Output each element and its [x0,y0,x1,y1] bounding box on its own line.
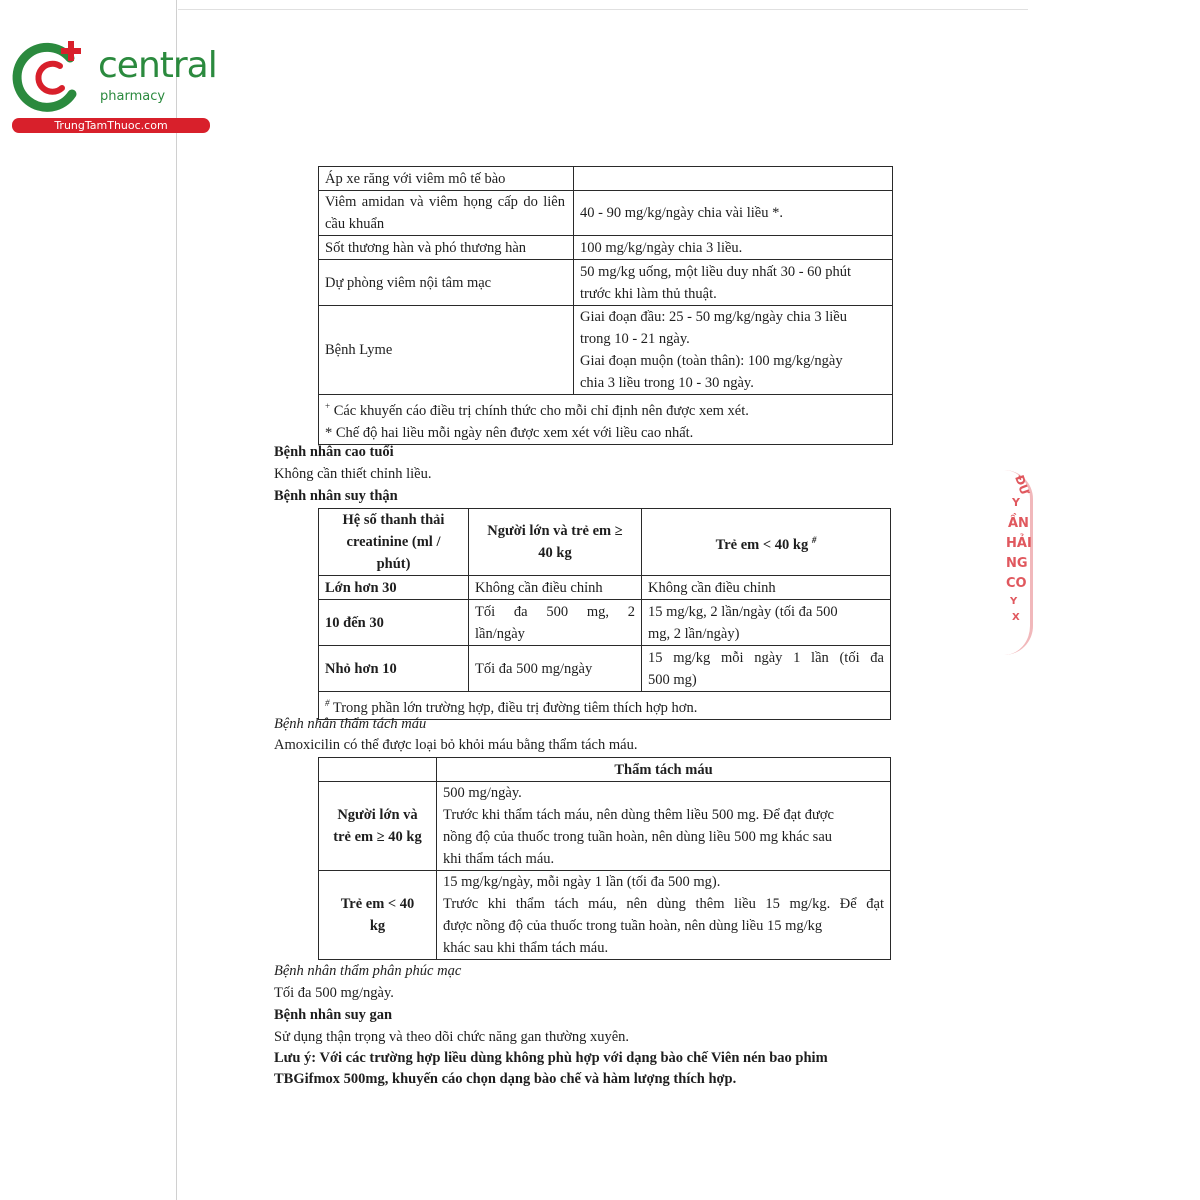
central-pharmacy-logo [10,36,215,136]
dose-cell: 500 mg/ngày. Trước khi thẩm tách máu, nên dùng thêm liều 500 mg. Để đạt được nồng độ của thuốc trong tuần hoàn, nên dùng liều 500 mg khác sau khi thẩm tách máu. [437,782,891,871]
hepatic-heading: Bệnh nhân suy gan [274,1007,393,1023]
dose-cell [574,167,893,191]
table-row [319,646,891,692]
formulation-note-line2: TBGifmox 500mg, khuyến cáo chọn dạng bào chế và hàm lượng thích hợp. [274,1071,737,1087]
table-header-row [319,758,891,782]
stamp-text: HẢI [1006,536,1032,551]
condition-cell: Áp xe răng với viêm mô tế bào [319,167,574,191]
dose-cell: Giai đoạn đầu: 25 - 50 mg/kg/ngày chia 3 liều trong 10 - 21 ngày. Giai đoạn muộn (toàn thân): 100 mg/kg/ngày chia 3 liều trong 10 - 30 ngày. [574,306,893,395]
table-note: + Các khuyến cáo điều trị chính thức cho mỗi chỉ định nên được xem xét. [325,401,749,419]
stamp-text: X [1012,612,1020,623]
table-row [319,167,893,191]
peritoneal-heading: Bệnh nhân thẩm phân phúc mạc [274,963,462,979]
stamp-text: ẦN [1008,516,1029,531]
indications-table [318,166,893,445]
elderly-heading: Bệnh nhân cao tuổi [274,444,394,460]
table-row [319,306,893,395]
logo-sub: pharmacy [100,89,166,104]
row-label: Người lớn và trẻ em ≥ 40 kg [319,782,437,871]
formulation-note-line1: Lưu ý: Với các trường hợp liều dùng không phù hợp với dạng bào chế Viên nén bao phim [274,1050,828,1066]
table-note: * Chế độ hai liều mỗi ngày nên được xem xét với liều cao nhất. [325,424,694,441]
table-row [319,600,891,646]
pharmacy-cross-icon [10,36,90,116]
child-cell: Không cần điều chỉnh [642,576,891,600]
col-header-adult: Người lớn và trẻ em ≥ 40 kg [469,509,642,576]
condition-cell: Bệnh Lyme [319,306,574,395]
row-label: Trẻ em < 40 kg [319,871,437,960]
stamp-text: Y [1012,496,1020,509]
table-row [319,576,891,600]
adult-cell: Không cần điều chỉnh [469,576,642,600]
col-header-child: Trẻ em < 40 kg # [642,509,891,576]
condition-cell: Sốt thương hàn và phó thương hàn [319,236,574,260]
table-row [319,782,891,871]
row-label: Lớn hơn 30 [319,576,469,600]
condition-cell: Dự phòng viêm nội tâm mạc [319,260,574,306]
condition-cell: Viêm amidan và viêm họng cấp do liên cầu khuẩn [319,191,574,236]
dose-cell: 15 mg/kg/ngày, mỗi ngày 1 lần (tối đa 500 mg). Trước khi thẩm tách máu, nên dùng thêm liều 15 mg/kg. Để đạt được nồng độ của thuốc trong tuần hoàn, nên dùng liều 15 mg/kg khác sau khi thẩm tách máu. [437,871,891,960]
dose-cell: 50 mg/kg uống, một liều duy nhất 30 - 60 phút trước khi làm thủ thuật. [574,260,893,306]
renal-heading: Bệnh nhân suy thận [274,488,398,504]
table-header-row [319,509,891,576]
logo-site: TrungTamThuoc.com [12,118,210,133]
row-label: Nhỏ hơn 10 [319,646,469,692]
stamp-text: ĐƯ [1012,473,1033,497]
child-cell: 15 mg/kg mỗi ngày 1 lần (tối đa 500 mg) [642,646,891,692]
table-note: # Trong phần lớn trường hợp, điều trị đường tiêm thích hợp hơn. [319,692,891,720]
renal-table [318,508,891,720]
table-notes-row [319,395,893,445]
table-row [319,871,891,960]
row-label: 10 đến 30 [319,600,469,646]
red-stamp-fragment [1000,470,1034,660]
peritoneal-text: Tối đa 500 mg/ngày. [274,985,394,1001]
hemodialysis-text: Amoxicilin có thể được loại bỏ khỏi máu bằng thẩm tách máu. [274,737,638,753]
adult-cell: Tối đa 500 mg/ngày [469,646,642,692]
col-header-hemodialysis: Thẩm tách máu [437,758,891,782]
page-edge [176,0,177,1200]
page-top-edge [178,9,1028,10]
hemodialysis-table [318,757,891,960]
dose-cell: 100 mg/kg/ngày chia 3 liều. [574,236,893,260]
table-row [319,260,893,306]
dose-cell: 40 - 90 mg/kg/ngày chia vài liều *. [574,191,893,236]
logo-brand: central [98,45,217,86]
stamp-text: Y [1010,596,1018,607]
hemodialysis-heading: Bệnh nhân thẩm tách máu [274,716,427,732]
table-row [319,191,893,236]
table-row [319,236,893,260]
col-header-empty [319,758,437,782]
stamp-text: NG [1006,556,1028,571]
stamp-text: CO [1006,576,1027,591]
child-cell: 15 mg/kg, 2 lần/ngày (tối đa 500 mg, 2 lần/ngày) [642,600,891,646]
adult-cell: Tối đa 500 mg, 2 lần/ngày [469,600,642,646]
col-header-creatinine: Hệ số thanh thải creatinine (ml / phút) [319,509,469,576]
hepatic-text: Sử dụng thận trọng và theo dõi chức năng gan thường xuyên. [274,1029,630,1045]
elderly-text: Không cần thiết chỉnh liều. [274,466,432,482]
